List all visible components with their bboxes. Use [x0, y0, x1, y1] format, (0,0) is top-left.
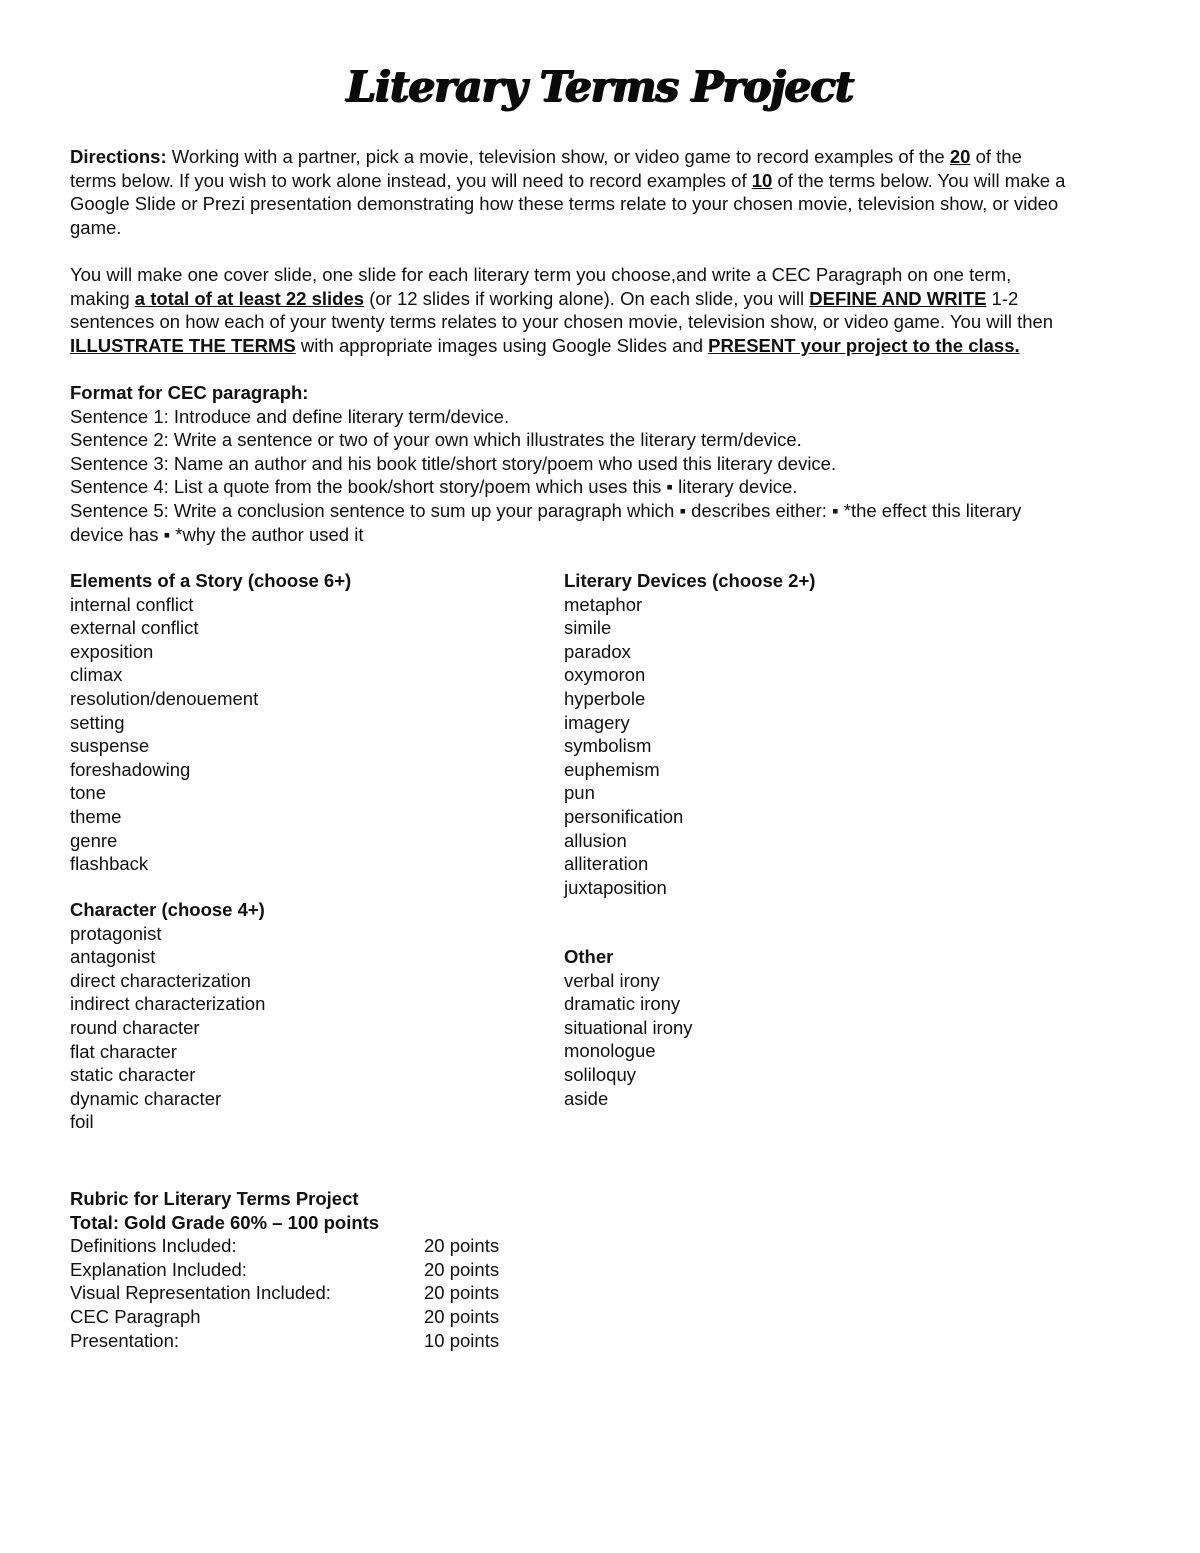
solo-term-count: 10: [751, 169, 773, 191]
literary-devices-list: [564, 569, 1024, 899]
list-item: direct characterization: [70, 969, 251, 991]
slides-line-4: [70, 334, 1135, 358]
present-emphasis: PRESENT your project to the class.: [708, 334, 1020, 356]
rubric-criterion: Definitions Included:: [70, 1235, 237, 1257]
directions-line-3: Google Slide or Prezi presentation demonstrating how these terms relate to your chosen movie, television show, or video: [70, 193, 1059, 215]
list-item: foil: [70, 1111, 94, 1133]
list-item: suspense: [70, 735, 150, 757]
list-item: dynamic character: [70, 1087, 222, 1109]
page-title: Literary Terms Project: [346, 62, 854, 111]
directions-text: of the: [970, 146, 1022, 167]
cec-sentence: Sentence 4: List a quote from the book/short story/poem which uses this ▪ literary device.: [70, 476, 798, 498]
rubric-points: 20 points: [424, 1282, 500, 1304]
slides-paragraph: [70, 263, 1135, 357]
list-item: external conflict: [70, 617, 199, 639]
slides-text: with appropriate images using Google Slides and: [295, 334, 709, 356]
other-list: [564, 945, 1024, 1110]
list-item: resolution/denouement: [70, 687, 259, 709]
list-item: alliteration: [564, 853, 649, 875]
list-item: oxymoron: [564, 664, 646, 686]
rubric-row: [70, 1234, 570, 1258]
directions-line-1: [70, 145, 1135, 169]
rubric-row: [70, 1329, 570, 1353]
rubric-heading: Rubric for Literary Terms Project: [70, 1188, 359, 1209]
illustrate-emphasis: ILLUSTRATE THE TERMS: [70, 334, 296, 356]
rubric-criterion: CEC Paragraph: [70, 1305, 201, 1327]
list-item: euphemism: [564, 758, 660, 780]
devices-heading: Literary Devices (choose 2+): [564, 570, 816, 591]
cec-sentence: Sentence 5: Write a conclusion sentence to sum up your paragraph which ▪ describes either: ▪ *the effect this literary: [70, 499, 1022, 521]
list-item: hyperbole: [564, 687, 646, 709]
list-item: static character: [70, 1064, 196, 1086]
cec-sentence: Sentence 1: Introduce and define literary term/device.: [70, 405, 510, 427]
list-item: simile: [564, 617, 612, 639]
cec-sentence: Sentence 3: Name an author and his book title/short story/poem who used this literary device.: [70, 452, 837, 474]
list-item: imagery: [564, 711, 630, 733]
list-item: indirect characterization: [70, 993, 266, 1015]
list-item: exposition: [70, 640, 154, 662]
list-item: dramatic irony: [564, 993, 681, 1015]
list-item: soliloquy: [564, 1063, 636, 1085]
list-item: foreshadowing: [70, 758, 191, 780]
list-item: tone: [70, 782, 107, 804]
rubric-points: 10 points: [424, 1329, 500, 1351]
directions-label: Directions:: [70, 146, 167, 167]
slides-line-2: [70, 287, 1135, 311]
list-item: pun: [564, 782, 595, 804]
cec-sentence: device has ▪ *why the author used it: [70, 523, 364, 545]
rubric-row: [70, 1281, 570, 1305]
partner-term-count: 20: [949, 146, 971, 167]
character-heading: Character (choose 4+): [70, 899, 265, 920]
slides-line-1: You will make one cover slide, one slide for each literary term you choose,and write a CEC Paragraph on one term,: [70, 264, 1012, 285]
slides-line-3: sentences on how each of your twenty terms relates to your chosen movie, television show, or video game. You will then: [70, 311, 1054, 333]
list-item: round character: [70, 1016, 200, 1038]
rubric-criterion: Explanation Included:: [70, 1258, 247, 1280]
rubric-row: [70, 1258, 570, 1282]
list-item: aside: [564, 1087, 609, 1109]
elements-of-story-list: [70, 569, 530, 876]
list-item: setting: [70, 711, 125, 733]
list-item: personification: [564, 805, 684, 827]
slide-total-emphasis: a total of at least 22 slides: [134, 287, 365, 309]
rubric-row: [70, 1305, 570, 1329]
character-list: [70, 898, 530, 1134]
list-item: protagonist: [70, 922, 162, 944]
directions-line-2: [70, 169, 1135, 193]
list-item: climax: [70, 664, 123, 686]
rubric-points: 20 points: [424, 1235, 500, 1257]
list-item: antagonist: [70, 946, 156, 968]
list-item: verbal irony: [564, 969, 660, 991]
list-item: flashback: [70, 853, 149, 875]
list-item: metaphor: [564, 593, 643, 615]
directions-text: of the terms below. You will make a: [772, 169, 1066, 191]
list-item: situational irony: [564, 1016, 693, 1038]
directions-line-4: game.: [70, 216, 122, 238]
list-item: monologue: [564, 1040, 656, 1062]
other-heading: Other: [564, 946, 614, 967]
slides-text: 1-2: [986, 287, 1019, 309]
list-item: paradox: [564, 640, 631, 662]
list-item: symbolism: [564, 735, 652, 757]
list-item: theme: [70, 805, 122, 827]
rubric-section: [70, 1187, 570, 1352]
list-item: internal conflict: [70, 593, 194, 615]
slides-text: making: [70, 287, 135, 309]
cec-format-section: [70, 381, 1135, 546]
list-item: flat character: [70, 1040, 177, 1062]
rubric-points: 20 points: [424, 1258, 500, 1280]
slides-text: (or 12 slides if working alone). On each slide, you will: [364, 287, 810, 309]
elements-heading: Elements of a Story (choose 6+): [70, 570, 352, 591]
cec-heading: Format for CEC paragraph:: [70, 382, 309, 403]
define-write-emphasis: DEFINE AND WRITE: [809, 287, 987, 309]
cec-sentence: Sentence 2: Write a sentence or two of your own which illustrates the literary term/device.: [70, 429, 802, 451]
rubric-total: Total: Gold Grade 60% – 100 points: [70, 1211, 380, 1233]
rubric-points: 20 points: [424, 1305, 500, 1327]
list-item: juxtaposition: [564, 876, 667, 898]
directions-text: Working with a partner, pick a movie, television show, or video game to record examples of the: [166, 146, 950, 167]
rubric-criterion: Visual Representation Included:: [70, 1282, 331, 1304]
list-item: allusion: [564, 829, 627, 851]
directions-paragraph: [70, 145, 1135, 239]
rubric-criterion: Presentation:: [70, 1329, 180, 1351]
list-item: genre: [70, 829, 118, 851]
directions-text: terms below. If you wish to work alone instead, you will need to record examples of: [70, 169, 752, 191]
